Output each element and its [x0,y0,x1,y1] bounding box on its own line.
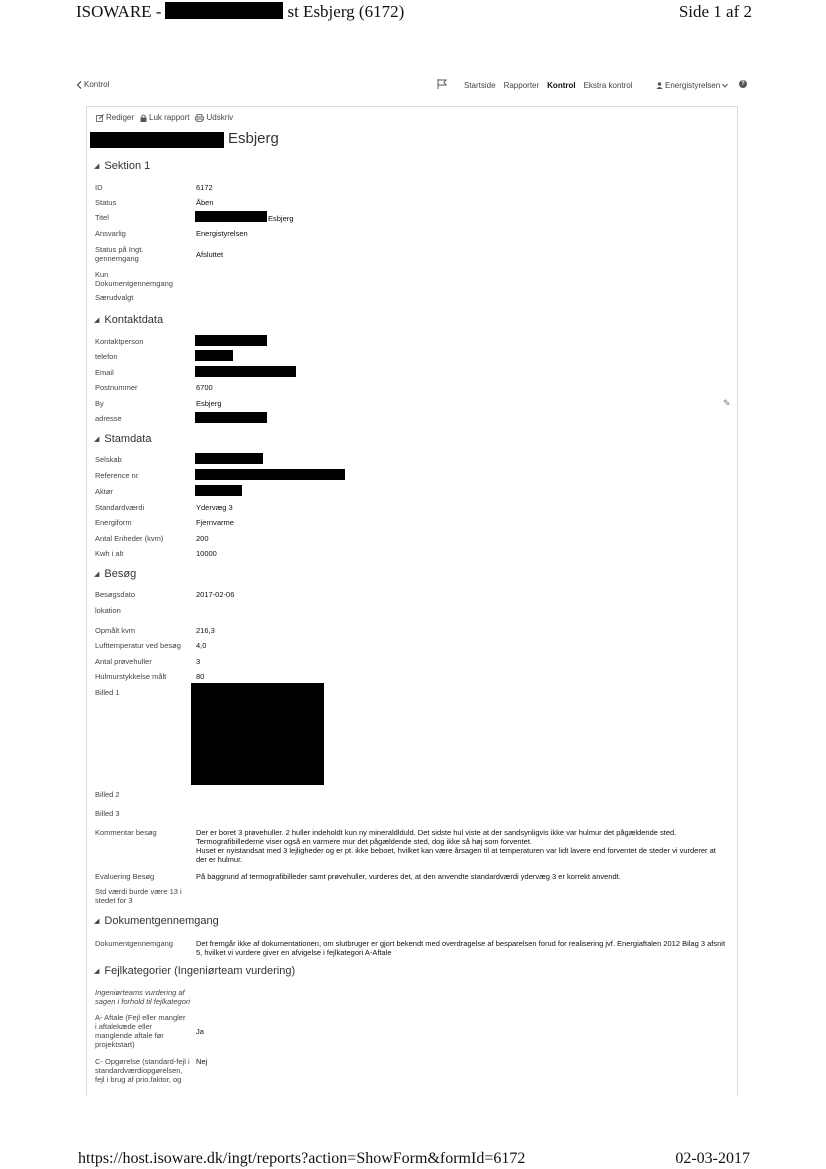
print-footer-url: https://host.isoware.dk/ingt/reports?action=ShowForm&formId=6172 [78,1150,526,1167]
nav-link-ekstra-kontrol[interactable]: Ekstra kontrol [583,81,633,90]
section-title: Sektion 1 [104,160,151,172]
field-value-kommentar-2: Huset er nyistandsat med 3 lejligheder og er pt. ikke beboet, hvilket kan være årsagen til at temperaturen var lidt lavere end forventet de steder vi vurderer at der er hulmur. [196,846,716,864]
edit-button[interactable] [96,113,134,122]
field-label-saerudvalgt: Særudvalgt [95,293,134,302]
redaction-block [195,485,242,496]
field-label-lufttemperatur: Lufttemperatur ved besøg [95,641,181,650]
collapse-triangle-icon: ◢ [94,571,100,578]
print-header-suffix: st Esbjerg (6172) [287,2,405,21]
field-label-c-opgorelse: C- Opgørelse (standard-fejl i standardværdiopgørelsen, fejl i brug af prio.faktor, og [95,1057,190,1084]
field-label-reference: Reference nr [95,471,139,480]
field-value-hulmurstykkelse: 80 [196,672,205,681]
field-label-opmalt-kvm: Opmålt kvm [95,626,136,635]
collapse-triangle-icon: ◢ [94,436,100,443]
field-value-a-aftale: Ja [196,1027,204,1036]
field-value-titel: Esbjerg [268,214,294,223]
field-label-provehuller: Antal prøvehuller [95,657,152,666]
field-value-opmalt-kvm: 216,3 [196,626,215,635]
section-header-fejlkategorier[interactable] [94,965,295,977]
field-label-kontaktperson: Kontaktperson [95,337,144,346]
field-label-ansvarlig: Ansvarlig [95,229,126,238]
section-header-besog[interactable] [94,568,136,580]
field-label-besogsdato: Besøgsdato [95,590,136,599]
redaction-block [195,350,233,361]
print-footer [0,1150,826,1169]
field-label-aktor: Aktør [95,487,113,496]
edit-icon [96,114,104,122]
close-report-button[interactable] [140,113,189,122]
chevron-down-icon [722,83,728,88]
print-button[interactable] [195,113,233,122]
nav-link-rapporter[interactable]: Rapporter [503,81,540,90]
nav-links [464,81,633,90]
field-label-kun-dokumentgennemgang: Kun Dokumentgennemgang [95,270,173,288]
field-value-ansvarlig: Energistyrelsen [196,229,248,238]
redaction-block [195,453,263,464]
section-title: Fejlkategorier (Ingeniørteam vurdering) [104,965,296,977]
field-value-besogsdato: 2017-02-06 [196,590,235,599]
lock-icon [140,114,147,122]
printer-icon [195,114,204,122]
redaction-block [195,335,267,346]
report-toolbar [96,113,233,122]
field-label-billed1: Billed 1 [95,688,120,697]
user-icon [656,82,663,89]
collapse-triangle-icon: ◢ [94,163,100,170]
field-value-c-opgorelse: Nej [196,1057,208,1066]
nav-link-startside[interactable]: Startside [464,81,496,90]
help-icon[interactable]: ? [739,80,747,88]
field-label-kommentar: Kommentar besøg [95,828,157,837]
user-menu[interactable] [656,81,728,90]
field-label-standardvaerdi: Standardværdi [95,503,145,512]
field-label-antal-enheder: Antal Enheder (kvm) [95,534,164,543]
field-label-energiform: Energiform [95,518,132,527]
field-label-status-ingt: Status på Ingt. gennemgang [95,245,144,263]
redaction-block [195,469,345,480]
field-label-billed2: Billed 2 [95,790,120,799]
section-title: Besøg [104,568,137,580]
field-value-energiform: Fjernvarme [196,518,234,527]
field-label-by: By [95,399,104,408]
field-label-titel: Titel [95,213,109,222]
print-header [0,2,826,26]
field-value-postnummer: 6700 [196,383,213,392]
collapse-triangle-icon: ◢ [94,968,100,975]
field-value-evaluering: På baggrund af termografibilleder samt prøvehuller, vurderes det, at den anvendte standardværdi ydervæg 3 er korrekt anvendt. [196,872,621,881]
field-label-status: Status [95,198,117,207]
section-header-kontaktdata[interactable] [94,314,163,326]
collapse-triangle-icon: ◢ [94,918,100,925]
field-label-email: Email [95,368,114,377]
field-value-kommentar: Der er boret 3 prøvehuller. 2 huller indeholdt kun ny mineraldlduld. Det sidste hul viste at der sandsynligvis ikke var hulmur det pågældende sted. Termografibillederne viser også en varmere mur det pågældende sted, dog ikke så høj som forventet. [196,828,677,846]
field-value-by: Esbjerg [196,399,222,408]
section-header-dokumentgennemgang[interactable] [94,915,219,927]
back-link-label: Kontrol [84,80,110,89]
field-label-hulmurstykkelse: Hulmurstykkelse målt [95,672,167,681]
redaction-block [195,366,296,377]
field-label-adresse: adresse [95,414,122,423]
field-value-status-ingt: Afsluttet [196,250,224,259]
nav-link-kontrol[interactable]: Kontrol [547,81,576,90]
field-label-std-vaerdi: Std værdi burde være 13 i stedet for 3 [95,887,182,905]
print-footer-date: 02-03-2017 [675,1150,750,1167]
redacted-photo [191,683,324,785]
top-navbar [76,78,752,94]
field-value-standardvaerdi: Ydervæg 3 [196,503,233,512]
chevron-left-icon [76,81,82,89]
edit-button-label: Rediger [106,113,135,122]
field-value-dokumentgennemgang: Det fremgår ikke af dokumentationen, om slutbruger er gjort bekendt med overdragelse af besparelsen forud for realisering jvf. Energiaftalen 2012 Bilag 3 afsnit 5, hvilket vi vurdere giver en afvigelse i fejlkategori A-Aftale [196,939,726,957]
page-title: Esbjerg [228,130,279,147]
field-label-billed3: Billed 3 [95,809,120,818]
back-link[interactable] [76,80,109,89]
field-label-a-aftale: A- Aftale (Fejl eller mangler i aftalekæde eller manglende aftale før projektstart) [95,1013,186,1049]
section-header-stamdata[interactable] [94,433,151,445]
print-page-number: Side 1 af 2 [678,2,752,21]
print-header-title [76,2,404,22]
section-title: Dokumentgennemgang [104,915,219,927]
field-label-vurdering-intro: Ingeniørteams vurdering af sagen i forhold til fejlkategori [95,988,191,1006]
field-value-id: 6172 [196,183,213,192]
field-label-dokumentgennemgang: Dokumentgennemgang [95,939,173,948]
field-label-kwh: Kwh i alt [95,549,124,558]
field-value-lufttemperatur: 4,0 [196,641,207,650]
close-report-label: Luk rapport [149,113,190,122]
print-button-label: Udskriv [206,113,234,122]
section-title: Stamdata [104,433,152,445]
redaction-block [165,2,283,19]
field-value-kwh: 10000 [196,549,217,558]
flag-icon[interactable] [436,78,448,92]
redaction-block [195,412,267,423]
field-label-selskab: Selskab [95,455,122,464]
field-label-postnummer: Postnummer [95,383,138,392]
collapse-triangle-icon: ◢ [94,317,100,324]
field-label-evaluering: Evaluering Besøg [95,872,155,881]
field-label-lokation: lokation [95,606,121,615]
section-header-sektion1[interactable] [94,160,150,172]
field-label-telefon: telefon [95,352,118,361]
field-value-antal-enheder: 200 [196,534,209,543]
field-label-id: ID [95,183,103,192]
redaction-block [195,211,267,222]
field-value-provehuller: 3 [196,657,201,666]
user-name: Energistyrelsen [665,81,721,90]
field-value-status: Åben [196,198,214,207]
section-title: Kontaktdata [104,314,164,326]
redaction-block [90,132,224,148]
print-header-prefix: ISOWARE - [76,2,162,21]
pencil-icon[interactable]: ✎ [723,398,731,408]
